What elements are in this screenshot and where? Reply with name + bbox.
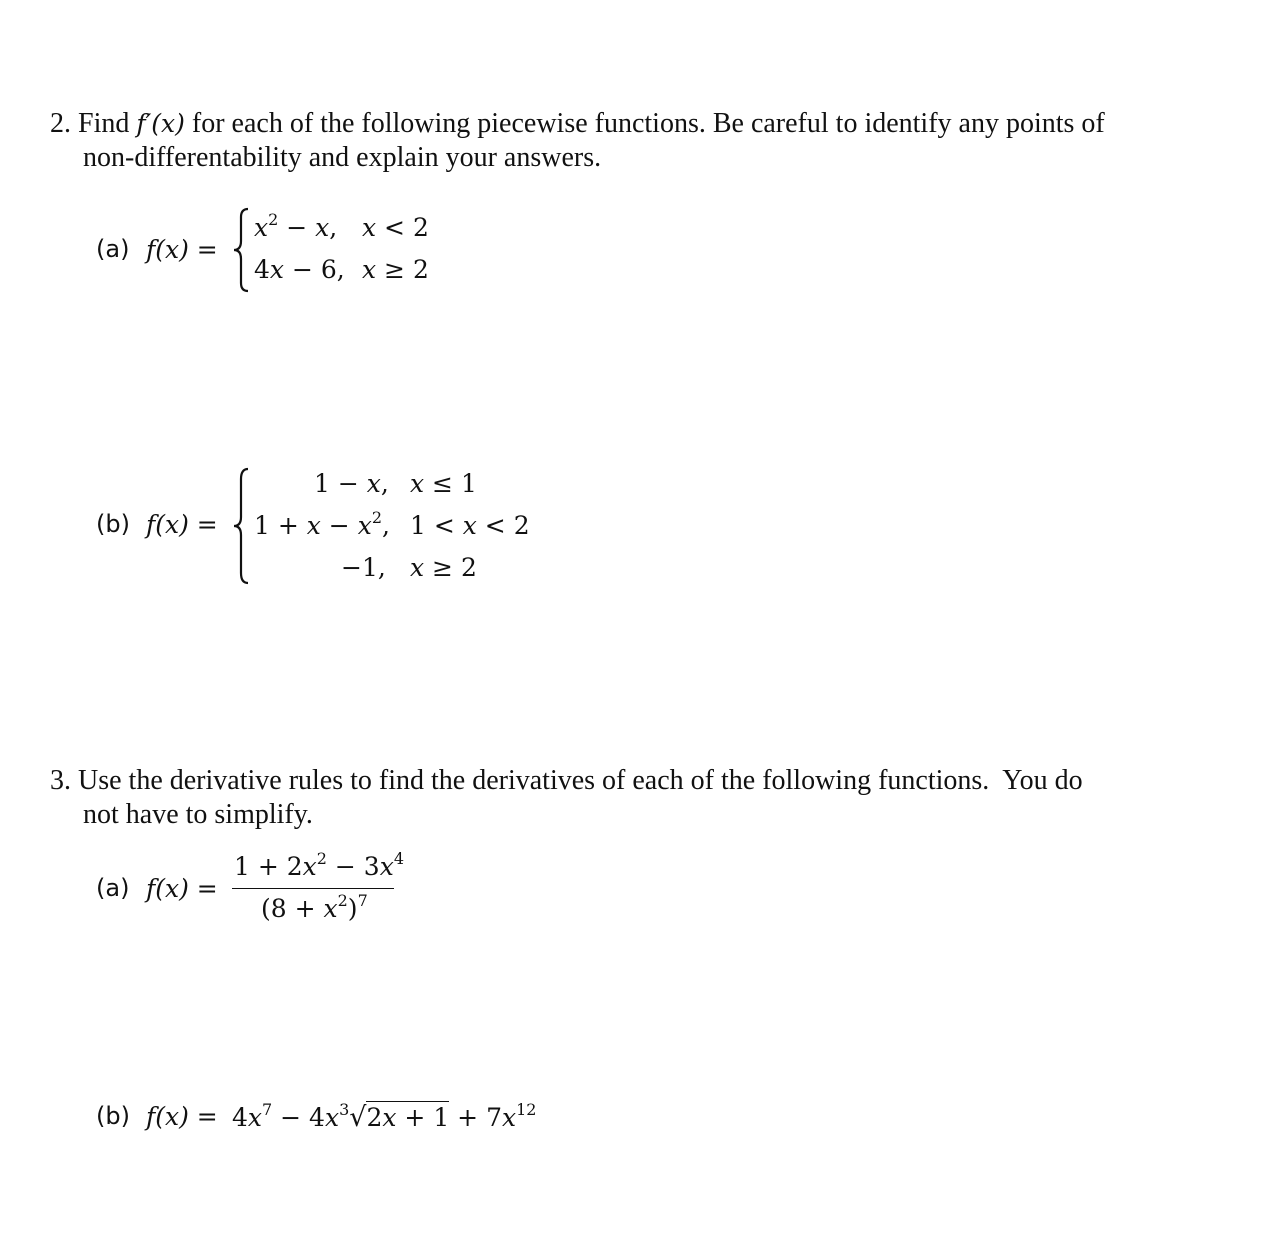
lhs: f(x) = xyxy=(146,874,218,903)
case-expr: 1 − x, xyxy=(314,469,389,498)
part-2a xyxy=(96,205,516,295)
question-rest: for each of the following piecewise functions. Be careful to identify any points of xyxy=(191,108,1105,139)
case-expr: $x^2 - x$, xyxy=(254,210,338,242)
question-3-line2: not have to simplify. xyxy=(83,799,313,830)
question-number: 3. xyxy=(50,765,71,796)
left-brace-icon xyxy=(232,207,252,293)
part-label: (b) xyxy=(96,1102,130,1130)
question-2-line1 xyxy=(50,107,1250,141)
fraction-denominator: $(8 + x^2)^7$ xyxy=(261,891,368,923)
f-prime-expr: f′(x) xyxy=(136,109,185,138)
question-text: Use the derivative rules to find the derivatives of each of the following functions. You do xyxy=(78,765,1083,796)
case-cond: x ≤ 1 xyxy=(410,469,477,498)
question-2 xyxy=(50,107,1250,175)
lhs: f(x) = xyxy=(146,1102,218,1131)
part-3a xyxy=(96,849,456,932)
part-3b xyxy=(96,1098,616,1138)
case-expr: 4x − 6, xyxy=(254,255,345,284)
fraction-numerator: $1 + 2x^2 - 3x^4$ xyxy=(234,849,404,881)
case-expr: −1, xyxy=(341,553,386,582)
expression: $4x^7 - 4x^3√2x + 1 + 7x^{12}$ xyxy=(232,1100,537,1133)
question-number: 2. xyxy=(50,108,71,139)
case-cond: x ≥ 2 xyxy=(362,255,429,284)
case-cond: x ≥ 2 xyxy=(410,553,477,582)
question-2-line2: non-differentability and explain your answers. xyxy=(83,142,602,173)
part-2b xyxy=(96,465,576,590)
case-expr: $1 + x - x^2$, xyxy=(254,508,390,540)
lhs: f(x) = xyxy=(146,235,218,264)
question-3 xyxy=(50,764,1250,832)
part-label: (a) xyxy=(96,874,130,902)
part-label: (b) xyxy=(96,510,130,538)
question-3-line1 xyxy=(50,764,1250,798)
case-cond: 1 < x < 2 xyxy=(410,511,530,540)
fraction-bar xyxy=(232,888,394,889)
lhs: f(x) = xyxy=(146,510,218,539)
case-cond: x < 2 xyxy=(362,213,429,242)
part-label: (a) xyxy=(96,235,130,263)
left-brace-icon xyxy=(232,467,252,585)
question-prefix: Find xyxy=(78,108,130,139)
